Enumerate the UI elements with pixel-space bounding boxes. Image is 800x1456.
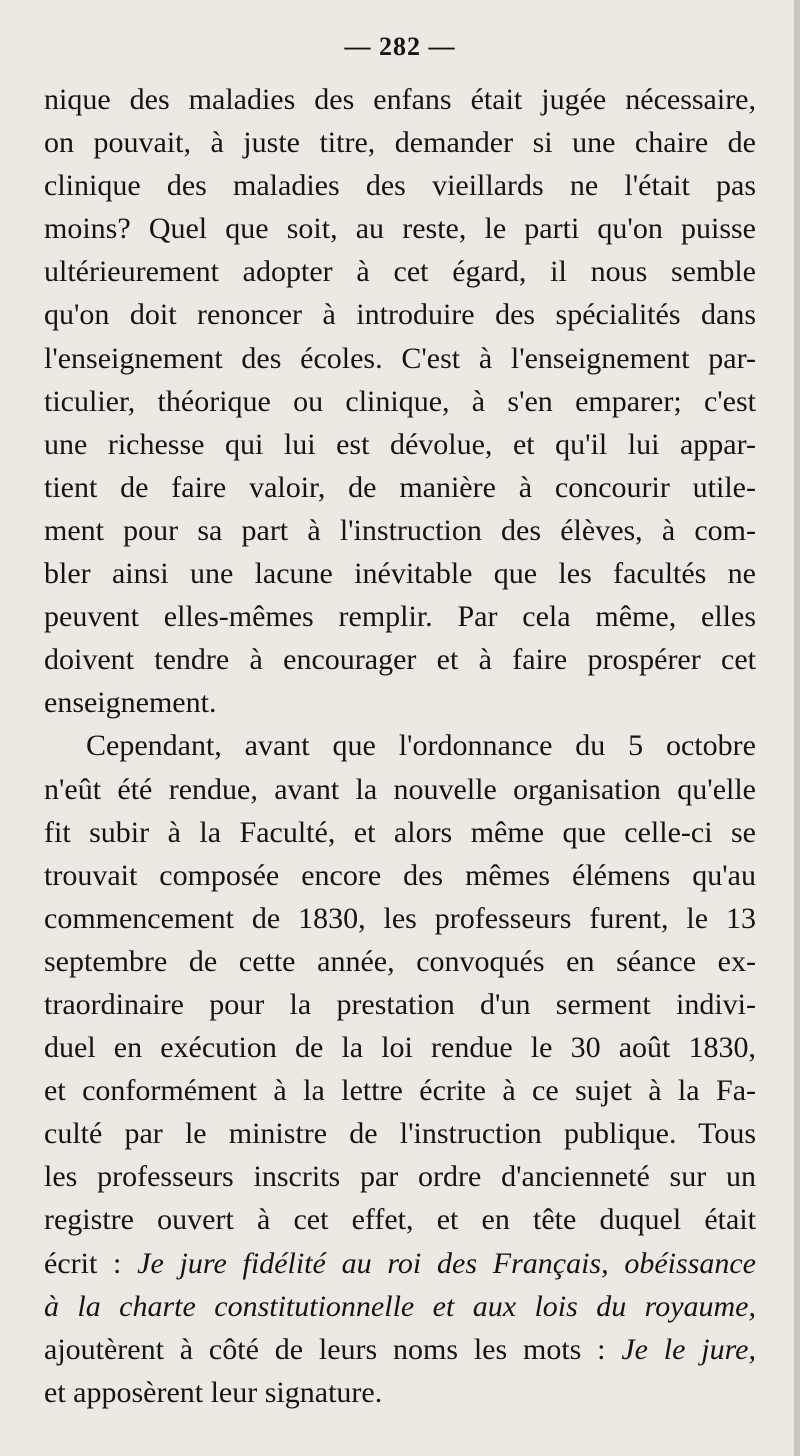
text-line-oath-start bbox=[44, 1242, 756, 1285]
page-number: — 282 — bbox=[344, 32, 456, 61]
text-line: ticulier, théorique ou clinique, à s'en emparer; c'est bbox=[44, 384, 756, 418]
text-line: doivent tendre à encourager et à faire prospérer cet bbox=[44, 643, 756, 677]
italic-oath-text: Je jure fidélité au roi des Français, obéissance bbox=[137, 1246, 756, 1280]
italic-reply-text: Je le jure, bbox=[621, 1332, 756, 1366]
roman-text: ajoutèrent à côté de leurs noms les mots : bbox=[44, 1332, 622, 1366]
text-line: moins? Quel que soit, au reste, le parti qu'on puisse bbox=[44, 212, 756, 246]
text-line: on pouvait, à juste titre, demander si une chaire de bbox=[44, 126, 756, 160]
text-line: duel en exécution de la loi rendue le 30 août 1830, bbox=[44, 1031, 756, 1065]
text-line: qu'on doit renoncer à introduire des spécialités dans bbox=[44, 298, 756, 332]
text-line: trouvait composée encore des mêmes élémens qu'au bbox=[44, 858, 756, 892]
text-line: n'eût été rendue, avant la nouvelle organisation qu'elle bbox=[44, 772, 756, 806]
paragraph-end-line: et apposèrent leur signature. bbox=[44, 1375, 383, 1409]
text-line: et conformément à la lettre écrite à ce sujet à la Fa- bbox=[44, 1074, 756, 1108]
text-line: nique des maladies des enfans était jugée nécessaire, bbox=[44, 83, 756, 116]
text-line: commencement de 1830, les professeurs furent, le 13 bbox=[44, 901, 756, 935]
text-line: registre ouvert à cet effet, et en tête duquel était bbox=[44, 1203, 756, 1237]
text-line: septembre de cette année, convoqués en séance ex- bbox=[44, 944, 756, 978]
text-line: tient de faire valoir, de manière à concourir utile- bbox=[44, 470, 756, 504]
text-line: fit subir à la Faculté, et alors même que celle-ci se bbox=[44, 815, 756, 849]
text-line: culté par le ministre de l'instruction publique. Tous bbox=[44, 1117, 756, 1151]
paragraph-start-line: Cependant, avant que l'ordonnance du 5 octobre bbox=[86, 729, 756, 763]
paragraph-end-line: enseignement. bbox=[44, 686, 217, 720]
body-text bbox=[44, 78, 756, 1414]
text-line: peuvent elles-mêmes remplir. Par cela même, elles bbox=[44, 600, 756, 634]
text-line: ultérieurement adopter à cet égard, il nous semble bbox=[44, 255, 756, 289]
text-line: ment pour sa part à l'instruction des élèves, à com- bbox=[44, 513, 756, 547]
text-line: une richesse qui lui est dévolue, et qu'il lui appar- bbox=[44, 427, 756, 461]
text-line: l'enseignement des écoles. C'est à l'enseignement par- bbox=[44, 341, 756, 375]
text-line: bler ainsi une lacune inévitable que les facultés ne bbox=[44, 557, 756, 591]
text-line: les professeurs inscrits par ordre d'ancienneté sur un bbox=[44, 1160, 756, 1194]
italic-oath-line: à la charte constitutionnelle et aux lois du royaume, bbox=[44, 1289, 756, 1323]
text-line: clinique des maladies des vieillards ne l'était pas bbox=[44, 169, 756, 203]
roman-text: écrit : bbox=[44, 1246, 138, 1280]
text-line: traordinaire pour la prestation d'un serment indivi- bbox=[44, 987, 756, 1021]
text-line-oath-reply bbox=[44, 1328, 756, 1371]
